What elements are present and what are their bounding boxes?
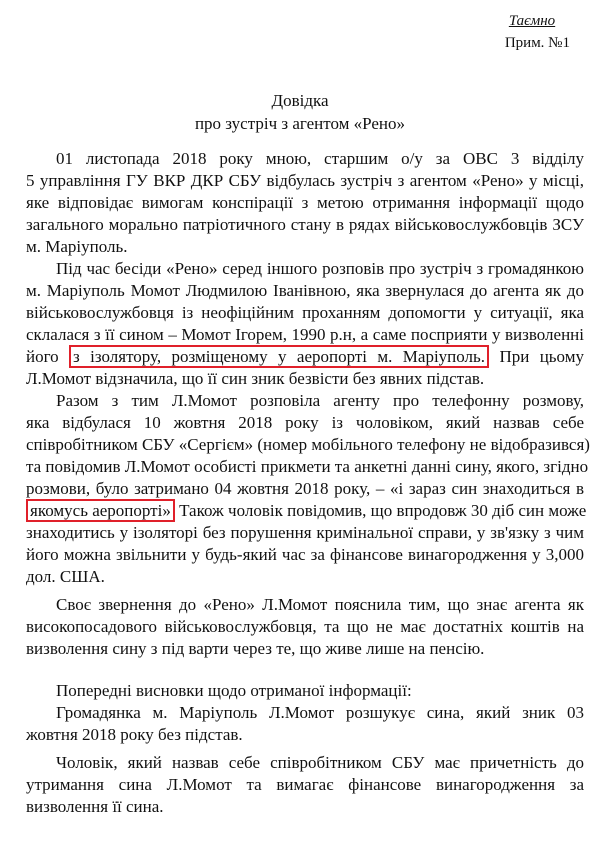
text-line: та повідомив Л.Момот особисті прикмети та анкетні данні сину, якого, згідно bbox=[26, 457, 589, 476]
text-line: військовослужбовця із неофіційним проханням допомогти у ситуації, яка bbox=[26, 303, 584, 322]
text-line: жовтня 2018 року без підстав. bbox=[26, 725, 243, 744]
text-line: дол. США. bbox=[26, 567, 105, 586]
conclusions-section bbox=[26, 680, 584, 818]
highlighted-fragment-isolator: з ізолятору, розміщеному у аеропорті м. Маріуполь. bbox=[69, 345, 489, 368]
text-line: 5 управління ГУ ВКР ДКР СБУ відбулась зустріч з агентом «Рено» у місці, bbox=[26, 171, 584, 190]
text-line: Разом з тим Л.Момот розповіла агенту про телефонну розмову, bbox=[56, 391, 584, 410]
text-line: яке відповідає вимогам конспірації з метою отримання інформації щодо bbox=[26, 193, 584, 212]
text-fragment: його bbox=[26, 347, 59, 366]
text-line: м. Маріуполь. bbox=[26, 237, 128, 256]
document-title: Довідка bbox=[271, 91, 329, 110]
text-line: визволення сину з під варти через те, що живе лише на пенсію. bbox=[26, 639, 485, 658]
text-line: співробітником СБУ «Сергієм» (номер мобільного телефону не відобразився) bbox=[26, 435, 590, 454]
text-line: м. Маріуполь Момот Людмилою Іванівною, яка звернулася до агента як до bbox=[26, 281, 584, 300]
text-line: Своє звернення до «Рено» Л.Момот пояснила тим, що знає агента як bbox=[56, 595, 584, 614]
document-body bbox=[26, 148, 590, 818]
text-line: Чоловік, який назвав себе співробітником СБУ має причетність до bbox=[56, 753, 584, 772]
text-line: утримання сина Л.Момот та вимагає фінансове винагородження за bbox=[26, 775, 584, 794]
text-line: 01 листопада 2018 року мною, старшим о/у за ОВС 3 відділу bbox=[56, 149, 584, 168]
text-line-highlighted bbox=[26, 500, 587, 522]
paragraph-meeting bbox=[26, 148, 584, 258]
text-line: Л.Момот відзначила, що її син зник безвісти без явних підстав. bbox=[26, 369, 485, 388]
attachment-number: Прим. №1 bbox=[504, 35, 570, 51]
conclusions-heading: Попередні висновки щодо отриманої інформації: bbox=[56, 681, 412, 700]
paragraph-conversation bbox=[26, 258, 584, 390]
text-line: знаходитись у ізоляторі без порушення кримінальної справи, у зв'язку з чим bbox=[26, 523, 584, 542]
document-subtitle: про зустріч з агентом «Рено» bbox=[194, 114, 406, 133]
paragraph-explanation bbox=[26, 594, 584, 660]
paragraph-phone-call bbox=[26, 390, 590, 588]
text-line: загального морально патріотичного стану в рядах військовослужбовців ЗСУ bbox=[26, 215, 584, 234]
classification-stamp bbox=[505, 10, 570, 54]
text-line-highlighted bbox=[26, 346, 584, 368]
text-line: високопосадового військовослужбовця, та що не має достатніх коштів на bbox=[26, 617, 584, 636]
text-fragment: Також чоловік повідомив, що впродовж 30 діб син може bbox=[179, 501, 587, 520]
highlighted-fragment-airport: якомусь аеропорті» bbox=[26, 499, 175, 522]
text-line: Під час бесіди «Рено» серед іншого розповів про зустріч з громадянкою bbox=[56, 259, 584, 278]
classification-label: Таємно bbox=[508, 13, 556, 29]
text-line: розмови, було затримано 04 жовтня 2018 року, – «і зараз син знаходиться в bbox=[26, 479, 584, 498]
text-line: визволення її сина. bbox=[26, 797, 164, 816]
text-line: склалася з її сином – Момот Ігорем, 1990 р.н, а саме посприяти у визволенні bbox=[26, 325, 584, 344]
text-line: Громадянка м. Маріуполь Л.Момот розшукує сина, який зник 03 bbox=[56, 703, 584, 722]
text-fragment: При цьому bbox=[499, 347, 584, 366]
text-line: яка відбулася 10 жовтня 2018 року із чоловіком, який назвав себе bbox=[26, 413, 584, 432]
text-line: його можна звільнити у будь-який час за фінансове винагородження у 3,000 bbox=[26, 545, 584, 564]
